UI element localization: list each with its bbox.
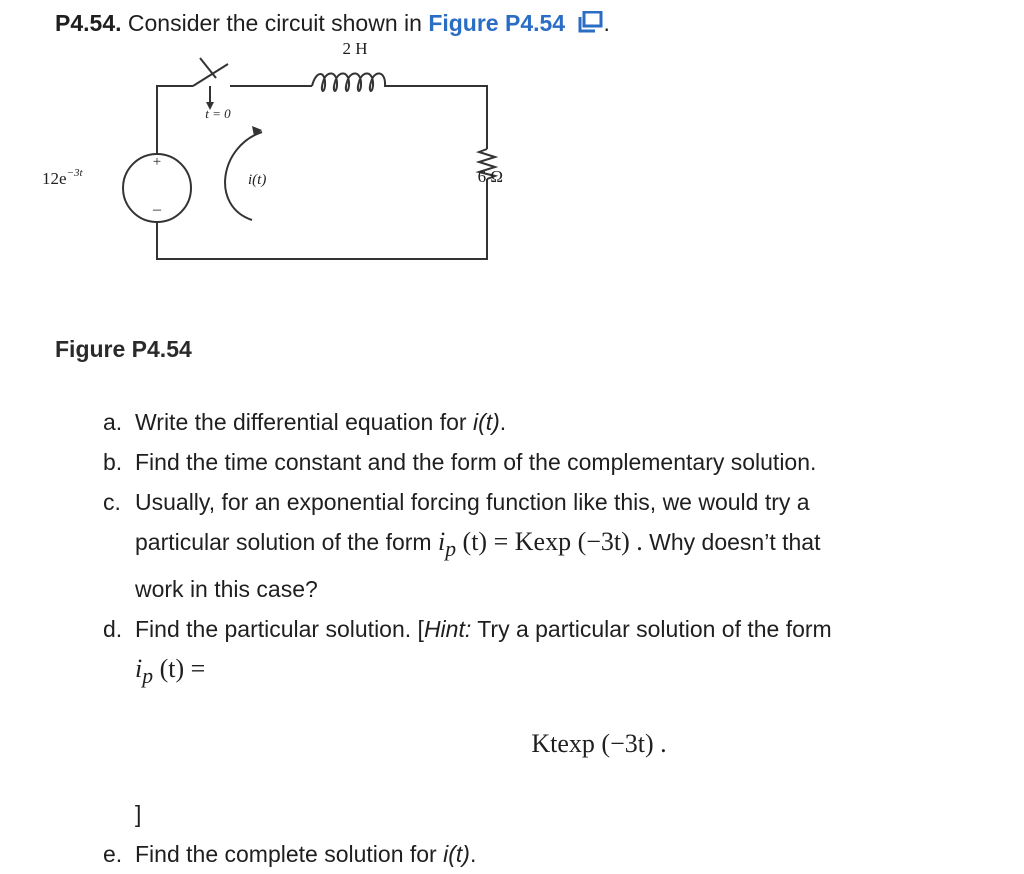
part-e-end: . xyxy=(469,841,477,868)
part-c-math xyxy=(437,527,643,562)
part-e xyxy=(103,834,983,874)
part-c-line2-pre: particular solution of the form xyxy=(135,529,432,555)
title-period: . xyxy=(603,10,610,36)
inductor-label: 2 H xyxy=(342,39,368,58)
part-letter: a. xyxy=(103,409,123,435)
math-sub: p xyxy=(445,537,457,562)
problem-number: P4.54. xyxy=(55,10,122,36)
part-a-text: Write the differential equation for xyxy=(135,409,467,435)
part-e-var: i(t) xyxy=(443,841,470,868)
source-label: $12e^{-3t}$ xyxy=(42,167,83,188)
part-c-line3: work in this case? xyxy=(135,576,318,603)
figure-caption: Figure P4.54 xyxy=(55,336,192,362)
part-letter: b. xyxy=(103,449,123,475)
circuit-diagram xyxy=(40,36,510,276)
plus-sign: + xyxy=(152,154,162,170)
part-d-display-math: Ktexp (−3t) . xyxy=(531,729,667,759)
part-d-line1-post: Try a particular solution of the form xyxy=(471,616,832,643)
part-d-hint: Hint: xyxy=(423,616,472,643)
part-d-line1-pre: Find the particular solution. [ xyxy=(135,616,424,643)
part-c-line2-post: Why doesn’t that xyxy=(642,529,821,555)
math-i: i xyxy=(437,527,446,556)
problem-intro: Consider the circuit shown in xyxy=(127,10,422,36)
part-c-line1: Usually, for an exponential forcing function like this, we would try a xyxy=(135,489,810,515)
part-b-text: Find the time constant and the form of the complementary solution. xyxy=(135,449,817,475)
part-b xyxy=(103,442,983,482)
current-label: i(t) xyxy=(248,172,267,188)
switch xyxy=(193,58,228,110)
resistor-label: 6 Ω xyxy=(477,167,503,186)
popout-icon[interactable] xyxy=(577,10,603,40)
minus-sign: – xyxy=(153,201,161,218)
part-letter: c. xyxy=(103,489,121,515)
part-d-math xyxy=(135,654,206,689)
part-d-close-bracket: ] xyxy=(135,801,142,828)
part-c xyxy=(103,482,983,609)
part-a xyxy=(103,402,983,442)
math-i: i xyxy=(135,654,143,684)
inductor xyxy=(312,73,398,90)
figure-link[interactable]: Figure P4.54 xyxy=(428,10,566,36)
question-parts xyxy=(103,402,983,874)
math-sub: p xyxy=(142,664,154,689)
part-letter: e. xyxy=(103,841,123,868)
part-a-end: . xyxy=(499,409,507,435)
math-rest: (t) = Kexp (−3t) . xyxy=(456,527,643,556)
part-e-text: Find the complete solution for xyxy=(135,841,437,868)
math-rest: (t) = xyxy=(153,654,206,684)
part-a-var: i(t) xyxy=(472,409,500,435)
part-letter: d. xyxy=(103,616,123,643)
part-d xyxy=(103,609,983,834)
switch-label: t = 0 xyxy=(205,106,231,121)
